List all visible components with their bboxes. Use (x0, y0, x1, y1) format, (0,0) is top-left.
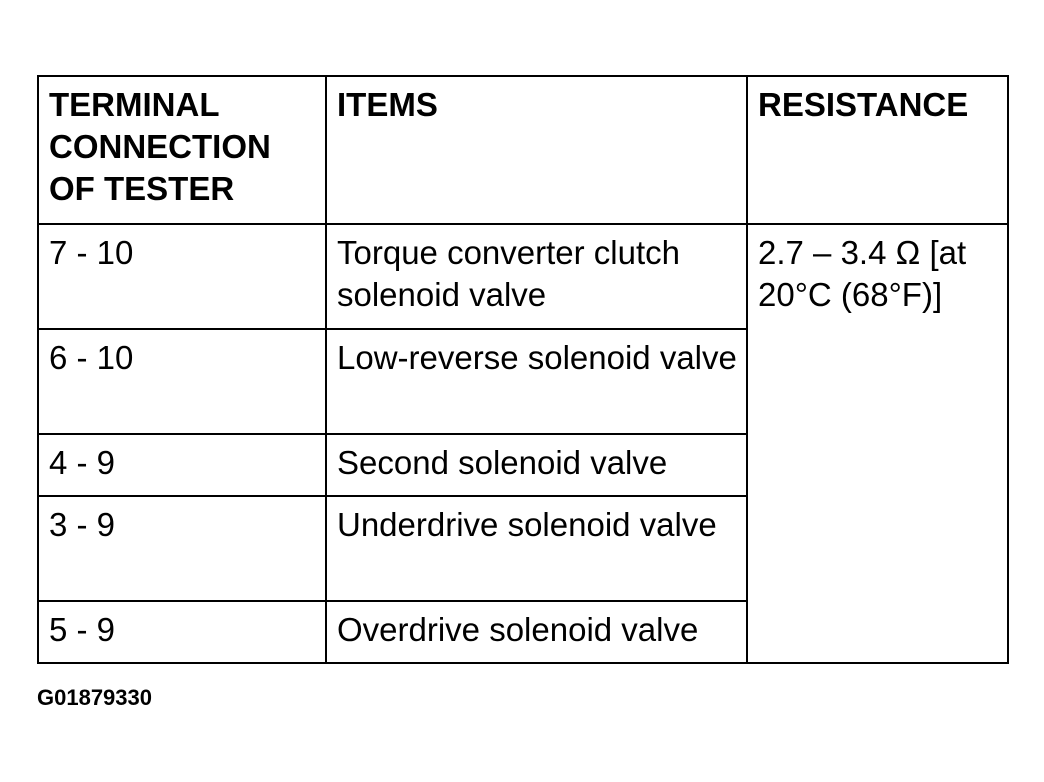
header-terminal-connection: TERMINAL CONNECTION OF TESTER (38, 76, 326, 224)
terminal-cell: 3 - 9 (38, 496, 326, 601)
item-cell: Low-reverse solenoid valve (326, 329, 747, 434)
figure-id-label: G01879330 (37, 685, 152, 710)
header-items: ITEMS (326, 76, 747, 224)
terminal-cell: 4 - 9 (38, 434, 326, 496)
item-cell: Overdrive solenoid valve (326, 601, 747, 663)
terminal-cell: 5 - 9 (38, 601, 326, 663)
resistance-spec-table (37, 75, 1009, 664)
header-resistance: RESISTANCE (747, 76, 1008, 224)
terminal-cell: 6 - 10 (38, 329, 326, 434)
terminal-cell: 7 - 10 (38, 224, 326, 329)
item-cell: Torque converter clutch solenoid valve (326, 224, 747, 329)
table-header-row (38, 76, 1008, 224)
table-row (38, 224, 1008, 329)
item-cell: Underdrive solenoid valve (326, 496, 747, 601)
resistance-value-cell: 2.7 – 3.4 Ω [at 20°C (68°F)] (747, 224, 1008, 663)
item-cell: Second solenoid valve (326, 434, 747, 496)
